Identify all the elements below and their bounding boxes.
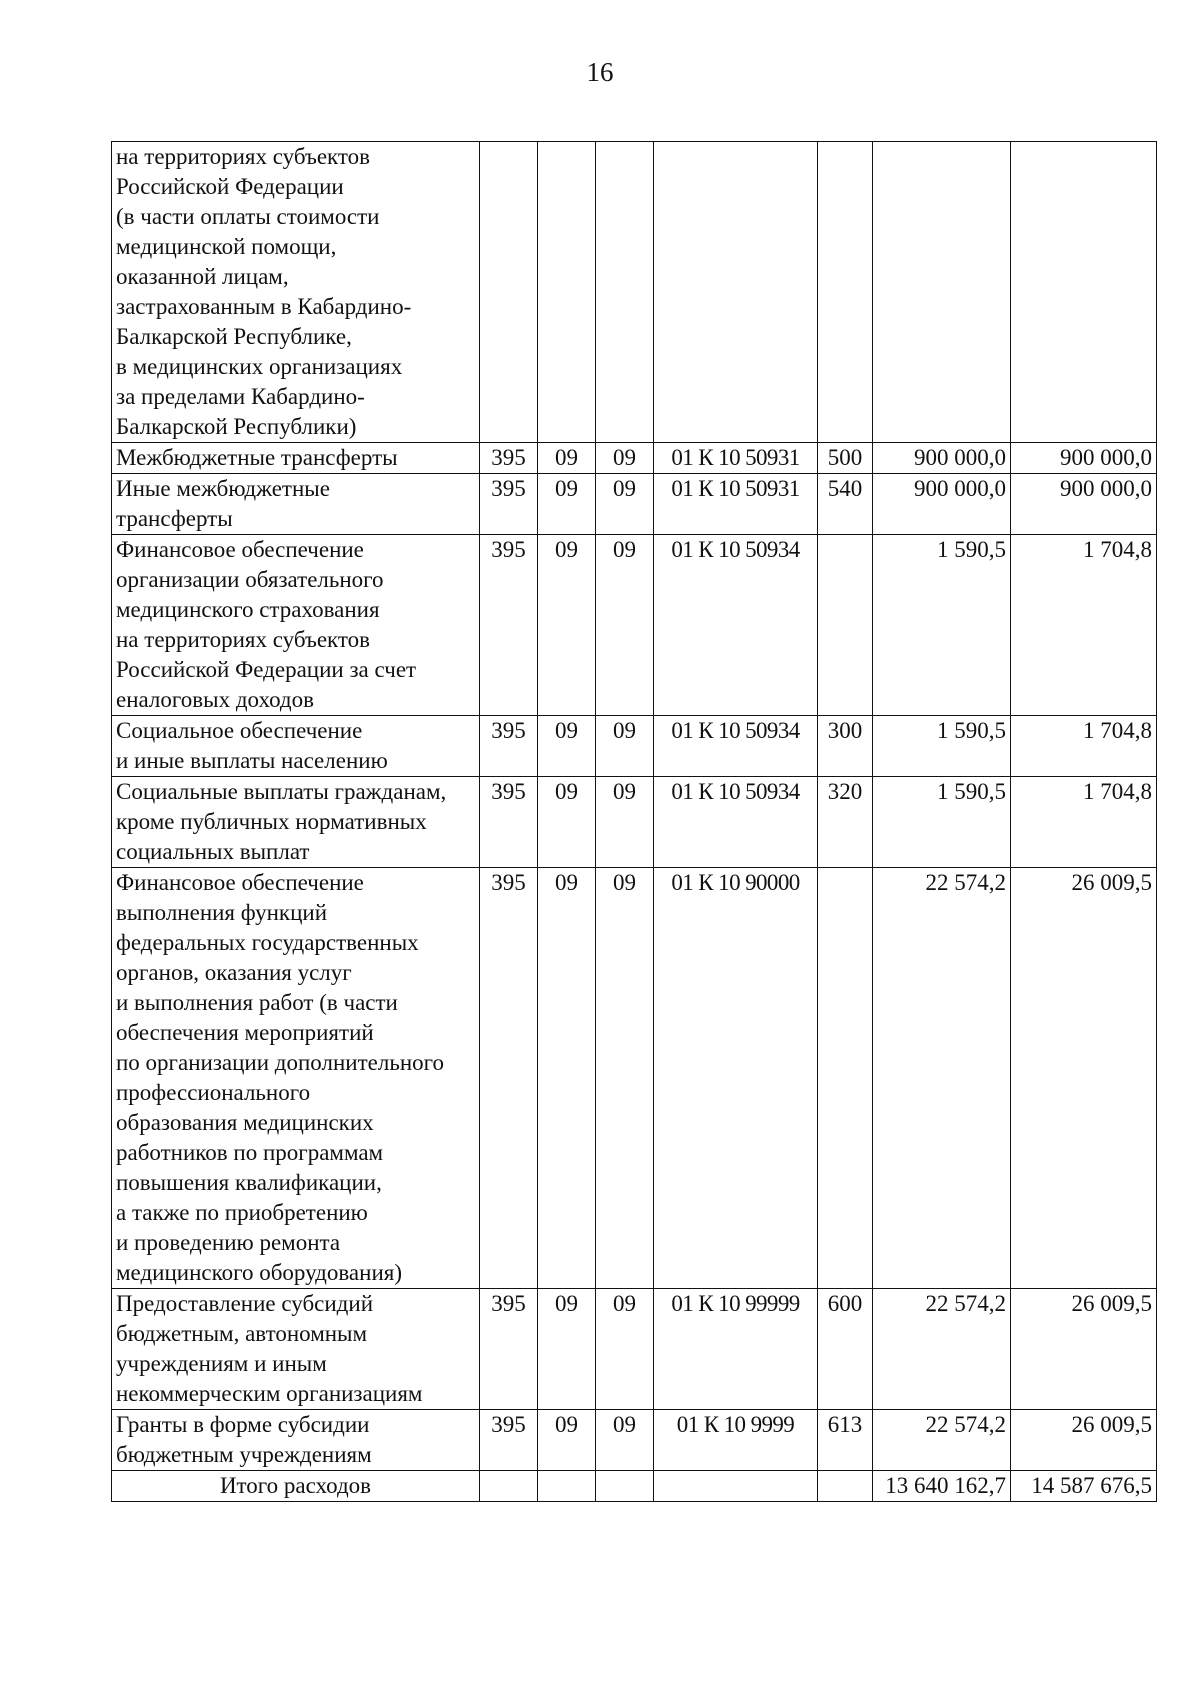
- table-body: [112, 142, 1157, 1502]
- subsection-code-cell: 09: [596, 777, 654, 868]
- table-row: [112, 868, 1157, 1289]
- ministry-code-cell: 395: [480, 868, 538, 1289]
- table-row: [112, 474, 1157, 535]
- row-name-cell: Финансовое обеспечение организации обязательного медицинского страхования на территориях субъектов Российской Федерации за счет еналоговых доходов: [112, 535, 480, 716]
- row-name-cell: Межбюджетные трансферты: [112, 443, 480, 474]
- empty-cell: [654, 1471, 818, 1502]
- amount-year1-cell: 900 000,0: [873, 443, 1011, 474]
- ministry-code-cell: 395: [480, 1410, 538, 1471]
- target-article-cell: 01 К 10 50934: [654, 777, 818, 868]
- amount-year2-cell: 1 704,8: [1011, 535, 1157, 716]
- section-code-cell: 09: [538, 716, 596, 777]
- expense-type-cell: [818, 535, 873, 716]
- target-article-cell: 01 К 10 50931: [654, 443, 818, 474]
- subsection-code-cell: 09: [596, 535, 654, 716]
- section-code-cell: 09: [538, 777, 596, 868]
- expense-type-cell: 600: [818, 1289, 873, 1410]
- amount-year2-cell: [1011, 142, 1157, 443]
- row-name-cell: Гранты в форме субсидии бюджетным учреждениям: [112, 1410, 480, 1471]
- table-row: [112, 1289, 1157, 1410]
- amount-year1-cell: 22 574,2: [873, 1410, 1011, 1471]
- expense-type-cell: [818, 868, 873, 1289]
- amount-year1-cell: 1 590,5: [873, 716, 1011, 777]
- expense-type-cell: 300: [818, 716, 873, 777]
- amount-year2-cell: 900 000,0: [1011, 443, 1157, 474]
- amount-year2-cell: 900 000,0: [1011, 474, 1157, 535]
- section-code-cell: [538, 142, 596, 443]
- row-name-cell: Финансовое обеспечение выполнения функций федеральных государственных органов, оказания услуг и выполнения работ (в части обеспечения мероприятий по организации дополнительного профессионального образования медицинских работников по программам повышения квалификации, а также по приобретению и проведению ремонта медицинского оборудования): [112, 868, 480, 1289]
- subsection-code-cell: [596, 142, 654, 443]
- subsection-code-cell: 09: [596, 1289, 654, 1410]
- expense-type-cell: 320: [818, 777, 873, 868]
- row-name-cell: Предоставление субсидий бюджетным, автономным учреждениям и иным некоммерческим организациям: [112, 1289, 480, 1410]
- subsection-code-cell: 09: [596, 474, 654, 535]
- row-name-cell: на территориях субъектов Российской Федерации (в части оплаты стоимости медицинской помощи, оказанной лицам, застрахованным в Кабардино- Балкарской Республике, в медицинских организациях за пределами Кабардино- Балкарской Республики): [112, 142, 480, 443]
- ministry-code-cell: 395: [480, 1289, 538, 1410]
- section-code-cell: 09: [538, 535, 596, 716]
- section-code-cell: 09: [538, 1289, 596, 1410]
- target-article-cell: 01 К 10 9999: [654, 1410, 818, 1471]
- amount-year1-cell: [873, 142, 1011, 443]
- row-name-cell: Иные межбюджетные трансферты: [112, 474, 480, 535]
- section-code-cell: 09: [538, 868, 596, 1289]
- empty-cell: [596, 1471, 654, 1502]
- table-row: [112, 443, 1157, 474]
- total-label: Итого расходов: [112, 1471, 480, 1502]
- section-code-cell: 09: [538, 474, 596, 535]
- amount-year2-cell: 26 009,5: [1011, 1410, 1157, 1471]
- amount-year1-cell: 22 574,2: [873, 1289, 1011, 1410]
- target-article-cell: [654, 142, 818, 443]
- row-name-cell: Социальные выплаты гражданам, кроме публичных нормативных социальных выплат: [112, 777, 480, 868]
- total-row: [112, 1471, 1157, 1502]
- budget-table: [111, 141, 1157, 1502]
- ministry-code-cell: 395: [480, 535, 538, 716]
- amount-year1-cell: 900 000,0: [873, 474, 1011, 535]
- target-article-cell: 01 К 10 50931: [654, 474, 818, 535]
- amount-year1-cell: 1 590,5: [873, 777, 1011, 868]
- table-row: [112, 777, 1157, 868]
- amount-year2-cell: 1 704,8: [1011, 716, 1157, 777]
- amount-year1-cell: 1 590,5: [873, 535, 1011, 716]
- table-row: [112, 716, 1157, 777]
- expense-type-cell: 540: [818, 474, 873, 535]
- table-row: [112, 1410, 1157, 1471]
- amount-year1-cell: 22 574,2: [873, 868, 1011, 1289]
- ministry-code-cell: 395: [480, 777, 538, 868]
- empty-cell: [818, 1471, 873, 1502]
- expense-type-cell: 613: [818, 1410, 873, 1471]
- row-name-cell: Социальное обеспечение и иные выплаты населению: [112, 716, 480, 777]
- target-article-cell: 01 К 10 90000: [654, 868, 818, 1289]
- total-amount-year1: 13 640 162,7: [873, 1471, 1011, 1502]
- ministry-code-cell: 395: [480, 443, 538, 474]
- section-code-cell: 09: [538, 1410, 596, 1471]
- target-article-cell: 01 К 10 99999: [654, 1289, 818, 1410]
- ministry-code-cell: [480, 142, 538, 443]
- table-row: [112, 535, 1157, 716]
- amount-year2-cell: 26 009,5: [1011, 1289, 1157, 1410]
- total-amount-year2: 14 587 676,5: [1011, 1471, 1157, 1502]
- ministry-code-cell: 395: [480, 716, 538, 777]
- target-article-cell: 01 К 10 50934: [654, 716, 818, 777]
- empty-cell: [538, 1471, 596, 1502]
- subsection-code-cell: 09: [596, 443, 654, 474]
- page-number: 16: [586, 57, 614, 87]
- amount-year2-cell: 26 009,5: [1011, 868, 1157, 1289]
- ministry-code-cell: 395: [480, 474, 538, 535]
- subsection-code-cell: 09: [596, 1410, 654, 1471]
- empty-cell: [480, 1471, 538, 1502]
- section-code-cell: 09: [538, 443, 596, 474]
- expense-type-cell: 500: [818, 443, 873, 474]
- subsection-code-cell: 09: [596, 868, 654, 1289]
- subsection-code-cell: 09: [596, 716, 654, 777]
- amount-year2-cell: 1 704,8: [1011, 777, 1157, 868]
- expense-type-cell: [818, 142, 873, 443]
- target-article-cell: 01 К 10 50934: [654, 535, 818, 716]
- table-row: [112, 142, 1157, 443]
